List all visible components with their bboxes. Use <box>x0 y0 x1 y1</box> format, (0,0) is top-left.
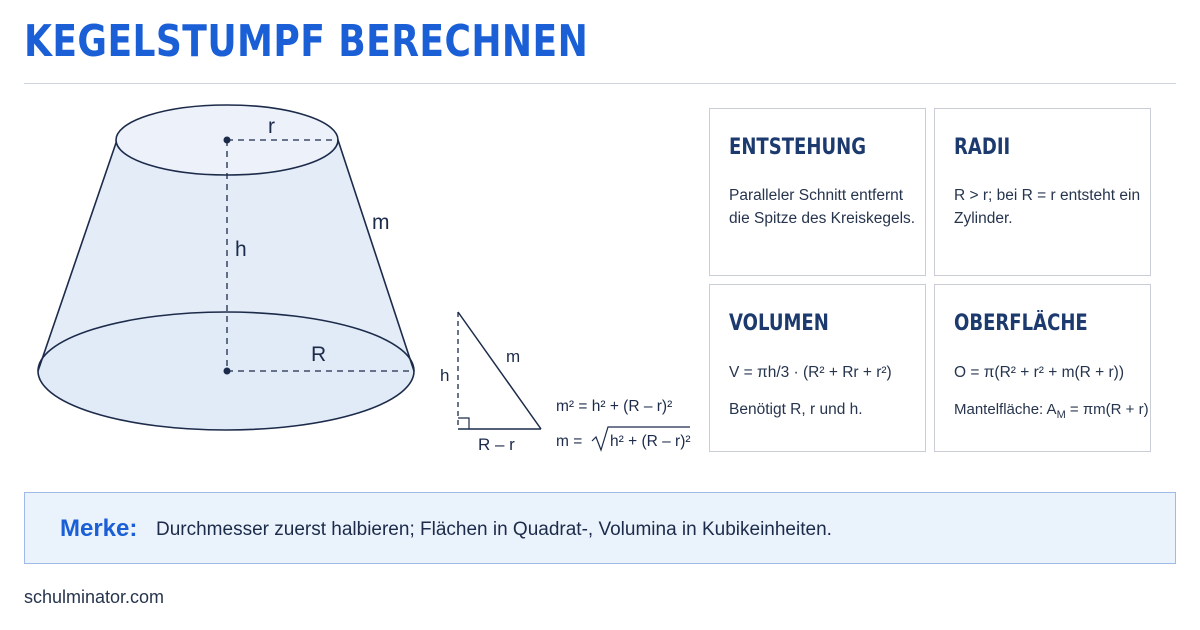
card-oberflaeche-formula: O = π(R² + r² + m(R + r)) <box>954 364 1125 381</box>
mantel-prefix: Mantelfläche: A <box>954 401 1057 418</box>
formula-m-squared: m² = h² + (R – r)² <box>556 398 673 415</box>
card-oberflaeche-text <box>954 401 1154 421</box>
note-text: Durchmesser zuerst halbieren; Flächen in Quadrat-, Volumina in Kubikeinheiten. <box>156 519 832 540</box>
card-volumen-formula: V = πh/3 · (R² + Rr + r²) <box>729 364 892 381</box>
triangle-label-base: R – r <box>478 435 515 454</box>
note-label: Merke: <box>60 515 138 542</box>
card-entstehung <box>709 108 926 276</box>
label-r: r <box>268 115 275 138</box>
card-oberflaeche <box>934 284 1151 452</box>
label-h: h <box>235 238 247 261</box>
triangle-hypotenuse <box>458 312 541 429</box>
footer-site: schulminator.com <box>24 587 165 607</box>
top-center-point <box>224 137 231 144</box>
card-radii-title: RADII <box>954 135 1011 160</box>
formula-m-radicand: h² + (R – r)² <box>610 433 691 450</box>
card-volumen-title: VOLUMEN <box>729 311 829 336</box>
mantel-subscript: M <box>1056 409 1066 421</box>
frustum-diagram <box>0 0 700 480</box>
bottom-center-point <box>224 368 231 375</box>
label-m: m <box>372 211 390 234</box>
triangle-label-m: m <box>506 347 521 366</box>
label-R: R <box>311 343 327 366</box>
card-oberflaeche-title: OBERFLÄCHE <box>954 311 1088 336</box>
page-title: KEGELSTUMPF BERECHNEN <box>24 16 589 67</box>
card-volumen-text: Benötigt R, r und h. <box>729 401 863 418</box>
mantel-suffix: = πm(R + r) <box>1065 401 1149 418</box>
note-box <box>24 492 1176 564</box>
card-entstehung-title: ENTSTEHUNG <box>729 135 867 160</box>
card-radii <box>934 108 1151 276</box>
card-radii-text: R > r; bei R = r entsteht ein Zylinder. <box>954 187 1141 227</box>
formula-m-prefix: m = <box>556 433 583 450</box>
card-entstehung-text: Paralleler Schnitt entfernt die Spitze des Kreiskegels. <box>729 187 916 227</box>
triangle-label-h: h <box>440 366 450 385</box>
card-volumen <box>709 284 926 452</box>
right-angle-mark <box>458 418 469 429</box>
